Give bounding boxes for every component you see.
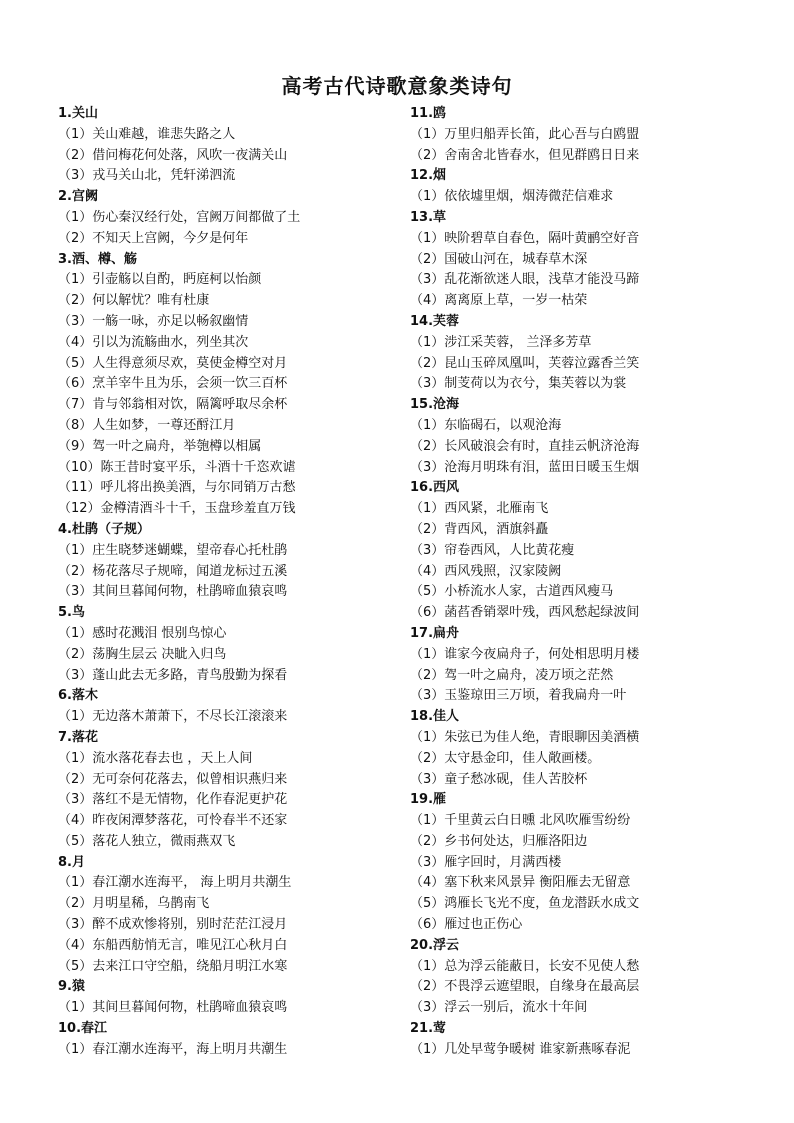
section-heading: 13.草 <box>410 209 447 225</box>
poem-line: （1）春江潮水连海平，海上明月共潮生 <box>58 1041 288 1057</box>
section-heading: 3.酒、樽、觞 <box>58 251 137 267</box>
section-heading: 17.扁舟 <box>410 625 460 641</box>
section-heading: 14.芙蓉 <box>410 313 460 329</box>
poem-line: （1）伤心秦汉经行处，宫阙万间都做了土 <box>58 209 301 225</box>
section-heading: 7.落花 <box>58 729 98 745</box>
left-column <box>58 104 398 1061</box>
poem-line: （3）醉不成欢惨将别，别时茫茫江浸月 <box>58 917 288 933</box>
poem-line: （5）人生得意须尽欢，莫使金樽空对月 <box>58 355 288 371</box>
poem-line: （2）背西风，酒旗斜矗 <box>410 521 549 537</box>
poem-line: （2）驾一叶之扁舟，凌万顷之茫然 <box>410 667 614 683</box>
poem-line: （3）帘卷西风，人比黄花瘦 <box>410 542 575 558</box>
poem-line: （5）去来江口守空船，绕船月明江水寒 <box>58 958 288 974</box>
right-column <box>410 104 750 1061</box>
poem-line: （3）玉鉴琼田三万顷，着我扁舟一叶 <box>410 688 627 704</box>
poem-line: （3）其间旦暮闻何物，杜鹃啼血猿哀鸣 <box>58 584 288 600</box>
section-heading: 15.沧海 <box>410 397 460 413</box>
poem-line: （1）无边落木萧萧下，不尽长江滚滚来 <box>58 709 288 725</box>
section-heading: 20.浮云 <box>410 937 460 953</box>
section-heading: 5.鸟 <box>58 605 85 621</box>
poem-line: （1）流水落花春去也 ，天上人间 <box>58 750 253 766</box>
poem-line: （2）借问梅花何处落，风吹一夜满关山 <box>58 147 288 163</box>
poem-line: （1）庄生晓梦迷蝴蝶，望帝春心托杜鹃 <box>58 542 288 558</box>
poem-line: （1）西风紧，北雁南飞 <box>410 501 549 517</box>
poem-line: （3）雁字回时，月满西楼 <box>410 854 562 870</box>
poem-line: （1）引壶觞以自酌，眄庭柯以怡颜 <box>58 272 262 288</box>
poem-line: （6）烹羊宰牛且为乐，会须一饮三百杯 <box>58 376 288 392</box>
poem-line: （2）不知天上宫阙，今夕是何年 <box>58 230 249 246</box>
poem-line: （6）菡萏香销翠叶残，西风愁起绿波间 <box>410 605 640 621</box>
poem-line: （3）童子愁冰砚，佳人苦胶杯 <box>410 771 588 787</box>
poem-line: （4）塞下秋来风景异 衡阳雁去无留意 <box>410 875 631 891</box>
poem-line: （3）戎马关山北，凭轩涕泗流 <box>58 168 236 184</box>
poem-line: （2）国破山河在，城春草木深 <box>410 251 588 267</box>
poem-line: （1）其间旦暮闻何物，杜鹃啼血猿哀鸣 <box>58 1000 288 1016</box>
poem-line: （1）几处早莺争暖树 谁家新燕啄春泥 <box>410 1041 631 1057</box>
poem-line: （1）感时花溅泪 恨别鸟惊心 <box>58 625 227 641</box>
poem-line: （10）陈王昔时宴平乐，斗酒十千恣欢谑 <box>58 459 296 475</box>
poem-line: （1）谁家今夜扁舟子，何处相思明月楼 <box>410 646 640 662</box>
section-heading: 11.鸥 <box>410 106 447 121</box>
section-heading: 2.宫阙 <box>58 189 98 205</box>
poem-line: （4）离离原上草，一岁一枯荣 <box>410 293 588 309</box>
poem-line: （3）浮云一别后，流水十年间 <box>410 1000 588 1016</box>
poem-line: （3）制芰荷以为衣兮，集芙蓉以为裳 <box>410 376 627 392</box>
poem-line: （1）关山难越，谁悲失路之人 <box>58 126 236 142</box>
poem-line: （4）东船西舫悄无言，唯见江心秋月白 <box>58 937 288 953</box>
poem-line: （2）乡书何处达，归雁洛阳边 <box>410 833 588 849</box>
poem-line: （1）万里归船弄长笛，此心吾与白鸥盟 <box>410 126 640 142</box>
section-heading: 21.莺 <box>410 1021 447 1037</box>
poem-line: （3）沧海月明珠有泪，蓝田日暖玉生烟 <box>410 459 640 475</box>
poem-line: （1）依依墟里烟，烟涛微茫信难求 <box>410 189 614 205</box>
poem-line: （1）映阶碧草自春色，隔叶黄鹂空好音 <box>410 230 640 246</box>
poem-line: （5）小桥流水人家，古道西风瘦马 <box>410 584 614 600</box>
poem-line: （4）引以为流觞曲水，列坐其次 <box>58 334 249 350</box>
poem-line: （2）长风破浪会有时，直挂云帆济沧海 <box>410 438 640 454</box>
section-heading: 18.佳人 <box>410 709 460 725</box>
poem-line: （5）落花人独立，微雨燕双飞 <box>58 833 236 849</box>
poem-line: （2）舍南舍北皆春水，但见群鸥日日来 <box>410 147 640 163</box>
poem-line: （4）西风残照，汉家陵阙 <box>410 563 562 579</box>
poem-line: （1）朱弦已为佳人绝，青眼聊因美酒横 <box>410 729 640 745</box>
poem-line: （2）太守悬金印，佳人敞画楼。 <box>410 750 601 766</box>
poem-line: （3）一觞一咏，亦足以畅叙幽情 <box>58 313 249 329</box>
poem-line: （4）昨夜闲潭梦落花，可怜春半不还家 <box>58 813 288 829</box>
poem-line: （2）不畏浮云遮望眼，自缘身在最高层 <box>410 979 640 995</box>
poem-line: （7）肯与邻翁相对饮，隔篱呼取尽余杯 <box>58 397 288 413</box>
poem-line: （12）金樽清酒斗十千，玉盘珍羞直万钱 <box>58 501 296 517</box>
page-title: 高考古代诗歌意象类诗句 <box>281 74 513 98</box>
section-heading: 10.春江 <box>58 1021 108 1037</box>
section-heading: 8.月 <box>58 854 85 870</box>
poem-line: （2）杨花落尽子规啼，闻道龙标过五溪 <box>58 563 288 579</box>
poem-line: （2）何以解忧？唯有杜康 <box>58 293 210 309</box>
section-heading: 19.雁 <box>410 792 447 808</box>
section-heading: 12.烟 <box>410 168 447 184</box>
section-heading: 9.猿 <box>58 979 85 995</box>
section-heading: 6.落木 <box>58 688 98 704</box>
poem-line: （3）乱花渐欲迷人眼，浅草才能没马蹄 <box>410 272 640 288</box>
poem-line: （1）春江潮水连海平， 海上明月共潮生 <box>58 875 292 891</box>
section-heading: 1.关山 <box>58 106 98 121</box>
section-heading: 16.西风 <box>410 480 460 496</box>
poem-line: （11）呼儿将出换美酒，与尔同销万古愁 <box>58 480 296 496</box>
poem-line: （6）雁过也正伤心 <box>410 917 523 933</box>
poem-line: （3）落红不是无情物，化作春泥更护花 <box>58 792 288 808</box>
poem-line: （2）荡胸生层云 决眦入归鸟 <box>58 646 227 662</box>
poem-line: （9）驾一叶之扁舟，举匏樽以相属 <box>58 438 262 454</box>
poem-line: （2）无可奈何花落去，似曾相识燕归来 <box>58 771 288 787</box>
poem-line: （1）总为浮云能蔽日，长安不见使人愁 <box>410 958 640 974</box>
poem-line: （1）千里黄云白日曛 北风吹雁雪纷纷 <box>410 813 631 829</box>
poem-line: （1）东临碣石，以观沧海 <box>410 417 562 433</box>
poem-line: （8）人生如梦，一尊还酹江月 <box>58 417 236 433</box>
section-heading: 4.杜鹃（子规） <box>58 521 150 537</box>
poem-line: （3）蓬山此去无多路，青鸟殷勤为探看 <box>58 667 288 683</box>
poem-line: （2）月明星稀，乌鹊南飞 <box>58 896 210 912</box>
poem-line: （1）涉江采芙蓉， 兰泽多芳草 <box>410 334 592 350</box>
poem-line: （5）鸿雁长飞光不度，鱼龙潜跃水成文 <box>410 896 640 912</box>
poem-line: （2）昆山玉碎凤凰叫，芙蓉泣露香兰笑 <box>410 355 640 371</box>
